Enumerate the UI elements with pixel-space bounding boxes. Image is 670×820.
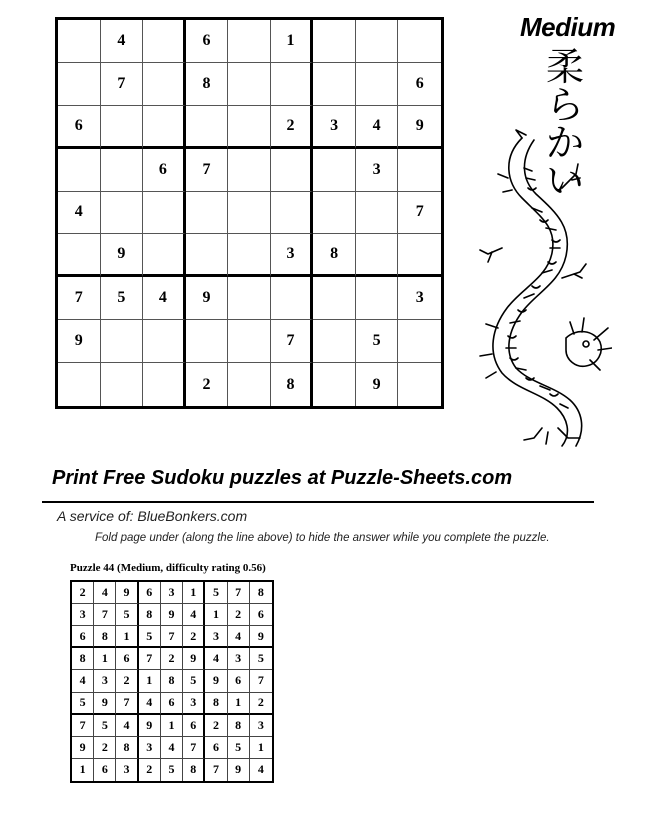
answer-cell: 1 <box>205 604 227 626</box>
puzzle-cell: 7 <box>398 192 441 235</box>
puzzle-cell <box>228 320 271 363</box>
puzzle-cell: 8 <box>186 63 229 106</box>
puzzle-cell <box>356 234 399 277</box>
answer-cell: 2 <box>94 737 116 759</box>
answer-cell: 9 <box>116 582 138 604</box>
puzzle-cell <box>143 234 186 277</box>
answer-cell: 9 <box>94 693 116 715</box>
answer-cell: 1 <box>72 759 94 781</box>
answer-cell: 9 <box>183 648 205 670</box>
answer-cell: 5 <box>250 648 272 670</box>
answer-cell: 4 <box>139 693 161 715</box>
puzzle-cell: 4 <box>58 192 101 235</box>
answer-cell: 6 <box>183 715 205 737</box>
puzzle-cell: 8 <box>313 234 356 277</box>
answer-cell: 6 <box>116 648 138 670</box>
dragon-illustration <box>462 128 612 458</box>
answer-cell: 4 <box>116 715 138 737</box>
puzzle-cell <box>143 320 186 363</box>
puzzle-cell: 2 <box>271 106 314 149</box>
answer-cell: 4 <box>183 604 205 626</box>
puzzle-cell <box>58 149 101 192</box>
answer-cell: 5 <box>161 759 183 781</box>
sudoku-puzzle-grid <box>55 17 444 409</box>
answer-cell: 2 <box>205 715 227 737</box>
answer-cell: 2 <box>139 759 161 781</box>
difficulty-label: Medium <box>520 12 616 42</box>
kanji-char: か <box>545 121 584 165</box>
answer-cell: 1 <box>161 715 183 737</box>
puzzle-cell <box>58 363 101 406</box>
puzzle-cell <box>313 363 356 406</box>
answer-cell: 9 <box>205 670 227 692</box>
answer-cell: 3 <box>94 670 116 692</box>
answer-cell: 8 <box>228 715 250 737</box>
answer-cell: 2 <box>250 693 272 715</box>
puzzle-cell: 7 <box>271 320 314 363</box>
answer-cell: 3 <box>139 737 161 759</box>
puzzle-cell <box>58 63 101 106</box>
puzzle-cell <box>271 277 314 320</box>
puzzle-cell: 9 <box>356 363 399 406</box>
puzzle-cell: 5 <box>101 277 144 320</box>
puzzle-cell <box>186 192 229 235</box>
answer-cell: 1 <box>94 648 116 670</box>
puzzle-cell <box>313 277 356 320</box>
answer-cell: 7 <box>94 604 116 626</box>
puzzle-cell <box>313 192 356 235</box>
answer-cell: 8 <box>250 582 272 604</box>
puzzle-cell: 4 <box>101 20 144 63</box>
puzzle-cell: 6 <box>143 149 186 192</box>
puzzle-cell <box>356 192 399 235</box>
fold-instruction: Fold page under (along the line above) to hide the answer while you complete the puzzle. <box>95 532 550 544</box>
answer-cell: 6 <box>139 582 161 604</box>
answer-cell: 4 <box>257 762 264 777</box>
answer-cell: 8 <box>116 737 138 759</box>
puzzle-cell: 6 <box>58 106 101 149</box>
answer-cell: 8 <box>94 626 116 648</box>
answer-cell: 8 <box>183 759 205 781</box>
answer-cell: 1 <box>139 670 161 692</box>
puzzle-cell <box>143 20 186 63</box>
puzzle-cell: 2 <box>186 363 229 406</box>
answer-cell: 1 <box>116 626 138 648</box>
puzzle-cell <box>356 20 399 63</box>
answer-cell: 3 <box>116 759 138 781</box>
puzzle-cell <box>101 149 144 192</box>
kanji-char: い <box>545 159 584 203</box>
puzzle-cell <box>356 277 399 320</box>
puzzle-cell <box>101 363 144 406</box>
answer-cell: 3 <box>161 582 183 604</box>
puzzle-cell <box>186 106 229 149</box>
answer-cell: 4 <box>228 626 250 648</box>
answer-cell: 8 <box>139 604 161 626</box>
puzzle-cell <box>271 149 314 192</box>
puzzle-cell: 7 <box>186 149 229 192</box>
puzzle-cell <box>228 20 271 63</box>
puzzle-cell: 3 <box>398 277 441 320</box>
answer-cell: 7 <box>250 670 272 692</box>
puzzle-cell <box>313 20 356 63</box>
puzzle-cell <box>143 192 186 235</box>
answer-cell: 7 <box>228 582 250 604</box>
puzzle-cell: 4 <box>143 277 186 320</box>
promo-headline: Print Free Sudoku puzzles at Puzzle-Sheets.com <box>52 467 513 489</box>
puzzle-cell <box>398 234 441 277</box>
puzzle-cell <box>271 192 314 235</box>
answer-cell: 5 <box>228 737 250 759</box>
puzzle-cell: 4 <box>356 106 399 149</box>
puzzle-cell <box>143 63 186 106</box>
puzzle-cell: 9 <box>101 234 144 277</box>
puzzle-cell <box>398 149 441 192</box>
puzzle-cell <box>101 320 144 363</box>
puzzle-cell <box>101 106 144 149</box>
puzzle-cell <box>58 20 101 63</box>
puzzle-cell <box>101 192 144 235</box>
puzzle-cell: 7 <box>101 63 144 106</box>
answer-cell: 6 <box>250 604 272 626</box>
answer-cell: 7 <box>161 626 183 648</box>
answer-cell: 6 <box>228 670 250 692</box>
answer-cell: 2 <box>161 648 183 670</box>
puzzle-cell: 6 <box>186 20 229 63</box>
service-credit: A service of: BlueBonkers.com <box>57 508 248 524</box>
answer-cell: 7 <box>116 693 138 715</box>
puzzle-cell: 3 <box>271 234 314 277</box>
puzzle-cell <box>143 106 186 149</box>
answer-cell: 5 <box>116 604 138 626</box>
answer-cell: 1 <box>183 582 205 604</box>
puzzle-cell <box>228 234 271 277</box>
answer-cell: 9 <box>250 626 272 648</box>
answer-cell: 5 <box>139 626 161 648</box>
puzzle-cell <box>398 363 441 406</box>
answer-cell: 5 <box>205 582 227 604</box>
answer-cell: 4 <box>205 648 227 670</box>
puzzle-cell <box>228 363 271 406</box>
fold-line-divider <box>42 501 594 503</box>
answer-cell: 9 <box>139 715 161 737</box>
answer-cell: 1 <box>250 737 272 759</box>
answer-cell: 7 <box>139 648 161 670</box>
answer-cell: 9 <box>161 604 183 626</box>
answer-cell: 9 <box>228 759 250 781</box>
answer-cell: 2 <box>183 626 205 648</box>
answer-cell: 3 <box>205 626 227 648</box>
puzzle-cell: 5 <box>356 320 399 363</box>
answer-cell: 5 <box>94 715 116 737</box>
puzzle-cell <box>228 106 271 149</box>
answer-cell: 2 <box>228 604 250 626</box>
answer-cell: 8 <box>205 693 227 715</box>
answer-cell: 4 <box>161 737 183 759</box>
puzzle-cell <box>228 63 271 106</box>
answer-cell: 3 <box>72 604 94 626</box>
answer-cell: 6 <box>205 737 227 759</box>
answer-cell: 2 <box>72 582 94 604</box>
puzzle-cell: 3 <box>356 149 399 192</box>
puzzle-cell <box>398 320 441 363</box>
answer-cell: 1 <box>228 693 250 715</box>
answer-cell: 5 <box>72 693 94 715</box>
answer-cell: 7 <box>72 715 94 737</box>
answer-cell: 3 <box>183 693 205 715</box>
answer-cell: 8 <box>161 670 183 692</box>
puzzle-cell: 1 <box>271 20 314 63</box>
puzzle-cell <box>313 149 356 192</box>
answer-cell: 6 <box>72 626 94 648</box>
puzzle-cell <box>398 20 441 63</box>
puzzle-cell <box>143 363 186 406</box>
puzzle-cell: 9 <box>186 277 229 320</box>
answer-cell: 4 <box>94 582 116 604</box>
puzzle-cell: 9 <box>58 320 101 363</box>
puzzle-cell <box>186 234 229 277</box>
kanji-char: ら <box>545 83 584 127</box>
answer-cell: 6 <box>94 759 116 781</box>
answer-cell: 2 <box>116 670 138 692</box>
answer-cell: 3 <box>228 648 250 670</box>
answer-cell: 7 <box>183 737 205 759</box>
answer-caption: Puzzle 44 (Medium, difficulty rating 0.56) <box>70 562 266 574</box>
puzzle-cell <box>58 234 101 277</box>
puzzle-cell <box>313 320 356 363</box>
puzzle-cell <box>228 277 271 320</box>
puzzle-cell <box>228 149 271 192</box>
answer-cell: 8 <box>72 648 94 670</box>
puzzle-cell: 9 <box>398 106 441 149</box>
puzzle-cell <box>356 63 399 106</box>
puzzle-cell: 6 <box>398 63 441 106</box>
answer-cell: 5 <box>183 670 205 692</box>
puzzle-cell: 7 <box>58 277 101 320</box>
answer-cell: 3 <box>250 715 272 737</box>
answer-cell: 6 <box>161 693 183 715</box>
puzzle-cell <box>186 320 229 363</box>
sudoku-answer-grid <box>70 580 274 783</box>
answer-cell: 9 <box>72 737 94 759</box>
answer-cell: 7 <box>205 759 227 781</box>
puzzle-cell <box>313 63 356 106</box>
puzzle-cell <box>228 192 271 235</box>
answer-cell: 4 <box>72 670 94 692</box>
kanji-char: 柔 <box>545 45 584 89</box>
puzzle-cell <box>271 63 314 106</box>
puzzle-cell: 8 <box>271 363 314 406</box>
puzzle-cell: 3 <box>313 106 356 149</box>
